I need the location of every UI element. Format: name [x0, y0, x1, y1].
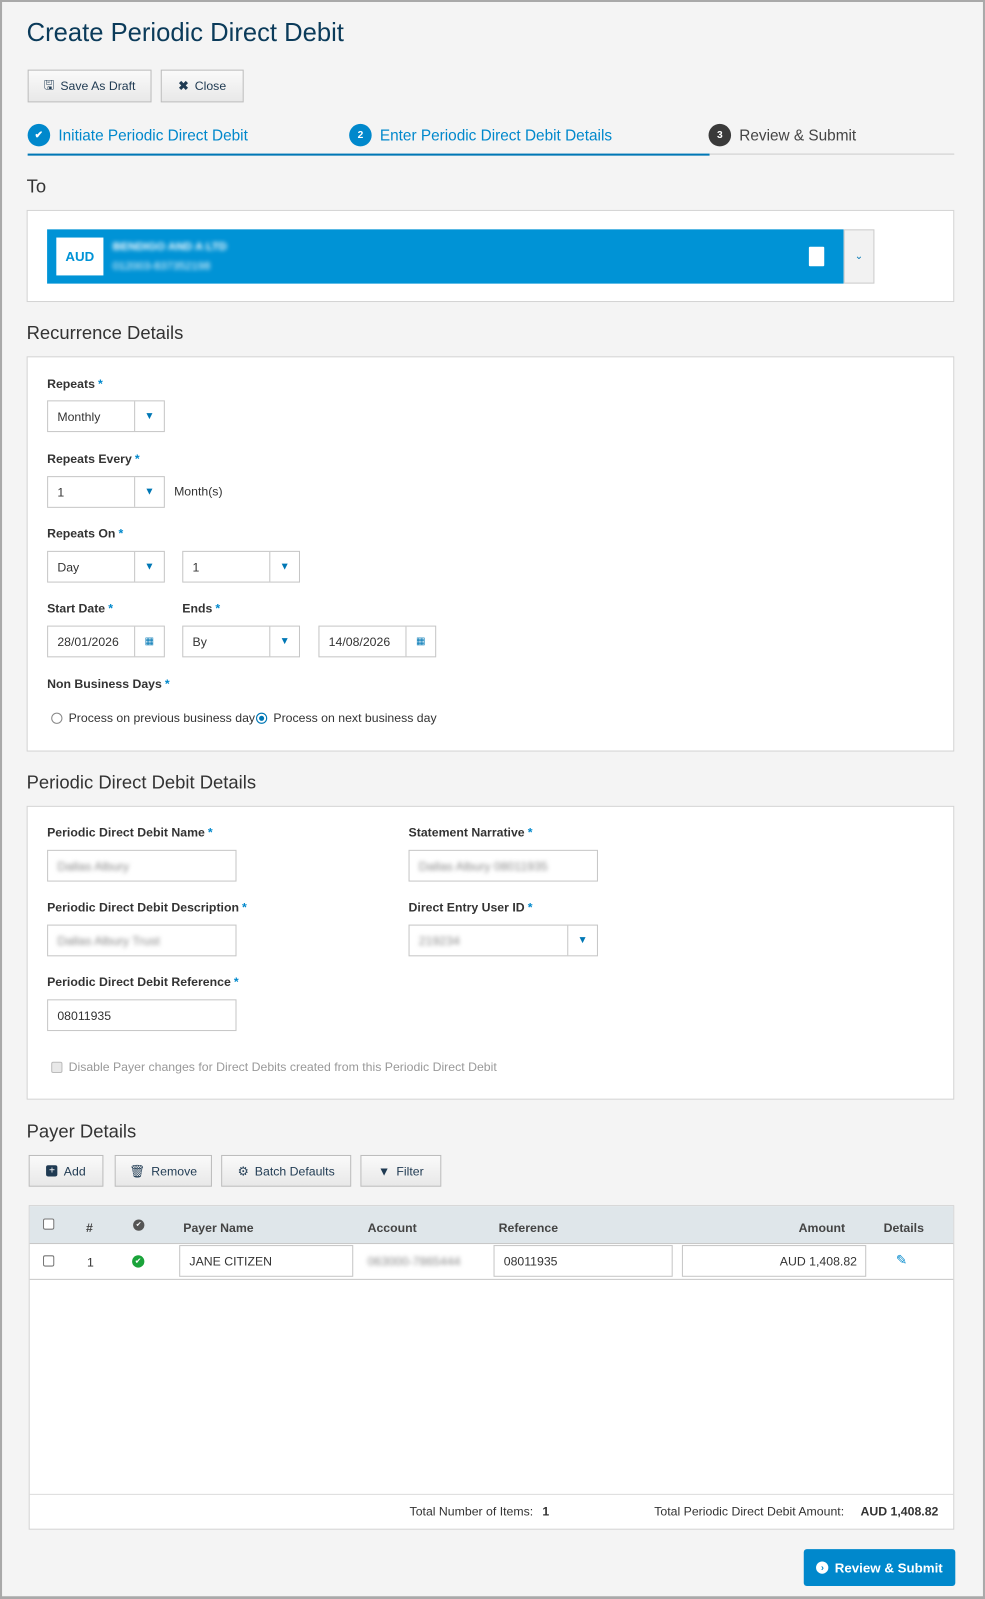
total-amount	[654, 1504, 938, 1518]
status-check-header-icon: ✔	[133, 1219, 144, 1230]
step-review-submit	[709, 124, 857, 147]
de-user-id-select[interactable]	[409, 925, 598, 957]
check-icon: ✔	[28, 124, 51, 147]
chevron-down-icon: ▼	[269, 627, 299, 657]
filter-label: Filter	[396, 1163, 424, 1178]
name-input[interactable]	[47, 850, 236, 882]
step-number: 3	[709, 124, 732, 147]
repeats-on-day-select[interactable]	[182, 551, 300, 583]
floppy-disk-icon: 🖫	[43, 77, 55, 92]
close-button[interactable]	[161, 70, 244, 103]
step-label: Enter Periodic Direct Debit Details	[379, 126, 613, 144]
total-amount-value: AUD 1,408.82	[860, 1504, 939, 1519]
recurrence-panel	[27, 356, 955, 751]
radio-previous-business-day[interactable]	[51, 711, 255, 725]
row-divider	[30, 1279, 954, 1280]
close-icon: ✖	[178, 78, 189, 94]
add-label: Add	[63, 1163, 86, 1178]
repeats-label: Repeats *	[47, 376, 103, 392]
to-account-dropdown[interactable]: ⌄	[844, 229, 875, 283]
end-date-value: 14/08/2026	[328, 634, 391, 649]
column-account[interactable]: Account	[367, 1220, 417, 1235]
to-panel	[27, 210, 955, 302]
row-checkbox[interactable]	[43, 1255, 54, 1266]
select-all-checkbox[interactable]	[43, 1218, 54, 1229]
step-progress-bar	[28, 154, 710, 156]
repeats-on-label: Repeats On *	[47, 526, 124, 541]
remove-label: Remove	[151, 1163, 198, 1178]
details-heading: Periodic Direct Debit Details	[26, 772, 257, 793]
repeats-on-day-value: 1	[192, 559, 200, 574]
row-number: 1	[87, 1255, 94, 1270]
payer-heading: Payer Details	[26, 1121, 137, 1142]
radio-label: Process on next business day	[273, 710, 437, 725]
description-value: Dallas Albury Trust	[57, 933, 160, 948]
trash-icon: 🗑	[129, 1163, 146, 1178]
end-date-input[interactable]	[318, 626, 436, 658]
checkbox-icon	[51, 1061, 62, 1072]
close-label: Close	[194, 78, 227, 94]
narrative-input[interactable]	[409, 850, 598, 882]
description-label: Periodic Direct Debit Description *	[47, 900, 247, 915]
chevron-down-icon: ▼	[567, 926, 597, 956]
page-title: Create Periodic Direct Debit	[26, 18, 344, 48]
total-items-value: 1	[542, 1504, 550, 1519]
filter-button[interactable]	[360, 1155, 441, 1187]
ends-select[interactable]	[182, 626, 300, 658]
ends-label: Ends *	[182, 601, 221, 616]
total-items-label: Total Number of Items:	[409, 1504, 534, 1519]
review-submit-button[interactable]	[804, 1549, 956, 1586]
repeats-every-label: Repeats Every *	[47, 451, 140, 466]
gear-icon: ⚙	[237, 1163, 249, 1178]
radio-selected-icon	[256, 712, 267, 723]
valid-check-icon: ✔	[132, 1255, 144, 1267]
account-name: BENDIGO AND A LTD	[112, 240, 227, 253]
narrative-label: Statement Narrative *	[408, 825, 533, 840]
start-date-value: 28/01/2026	[57, 634, 119, 649]
step-label: Initiate Periodic Direct Debit	[58, 126, 248, 144]
save-as-draft-button[interactable]	[28, 70, 152, 103]
repeats-every-value: 1	[57, 484, 65, 500]
document-icon[interactable]	[809, 247, 824, 266]
name-value: Dallas Albury	[57, 858, 130, 873]
add-payer-button[interactable]	[29, 1155, 104, 1187]
payer-account: 063000-7865444	[367, 1254, 461, 1269]
de-user-id-label: Direct Entry User ID *	[408, 900, 533, 915]
arrow-circle-right-icon: ›	[816, 1561, 828, 1573]
calendar-icon[interactable]: ▦	[134, 627, 164, 657]
filter-icon: ▼	[378, 1163, 391, 1178]
column-number: #	[86, 1220, 93, 1235]
save-as-draft-label: Save As Draft	[60, 78, 136, 94]
review-submit-label: Review & Submit	[834, 1559, 943, 1576]
repeats-on-type-value: Day	[57, 559, 80, 574]
payer-name-value: JANE CITIZEN	[189, 1253, 273, 1269]
step-enter-details[interactable]	[349, 124, 612, 147]
recurrence-heading: Recurrence Details	[26, 322, 184, 344]
radio-next-business-day[interactable]	[256, 711, 437, 725]
reference-value: 08011935	[57, 1008, 112, 1023]
plus-square-icon: +	[46, 1165, 57, 1176]
chevron-down-icon: ▼	[134, 552, 164, 582]
column-amount[interactable]: Amount	[798, 1220, 846, 1235]
column-payer-name[interactable]: Payer Name	[183, 1220, 254, 1235]
total-items	[410, 1504, 550, 1518]
currency-badge: AUD	[56, 238, 103, 276]
narrative-value: Dallas Albury 08011935	[418, 858, 548, 873]
payer-name-input[interactable]	[179, 1245, 353, 1277]
repeats-every-select[interactable]	[47, 476, 165, 508]
chevron-down-icon: ▼	[134, 401, 164, 431]
name-label: Periodic Direct Debit Name *	[47, 825, 213, 840]
de-user-id-value: 219234	[418, 933, 460, 948]
reference-input[interactable]	[47, 999, 236, 1031]
step-initiate[interactable]	[28, 124, 248, 147]
total-amount-label: Total Periodic Direct Debit Amount:	[654, 1504, 845, 1519]
to-account-card[interactable]	[47, 229, 844, 283]
repeats-value: Monthly	[57, 409, 101, 424]
ends-value: By	[192, 634, 207, 649]
non-business-days-label: Non Business Days *	[47, 676, 170, 692]
remove-payer-button[interactable]	[115, 1155, 212, 1187]
column-reference[interactable]: Reference	[498, 1220, 559, 1235]
step-progress-track	[710, 154, 955, 155]
to-heading: To	[26, 176, 47, 197]
reference-label: Periodic Direct Debit Reference *	[47, 974, 239, 990]
chevron-down-icon: ▼	[134, 477, 164, 507]
edit-details-icon[interactable]: ✎	[895, 1252, 908, 1268]
payer-amount-value: AUD 1,408.82	[779, 1253, 858, 1269]
column-details: Details	[883, 1220, 924, 1235]
radio-label: Process on previous business day	[68, 710, 256, 725]
checkbox-label: Disable Payer changes for Direct Debits created from this Periodic Direct Debit	[68, 1059, 497, 1075]
start-date-input[interactable]	[47, 626, 165, 658]
repeats-select[interactable]	[47, 400, 165, 432]
footer-divider	[30, 1494, 954, 1495]
disable-payer-changes-checkbox[interactable]	[51, 1060, 497, 1074]
radio-icon	[51, 712, 62, 723]
payer-amount-input[interactable]	[682, 1245, 866, 1277]
payer-reference-value: 08011935	[503, 1253, 558, 1269]
step-number: 2	[349, 124, 372, 147]
calendar-icon[interactable]: ▦	[405, 627, 435, 657]
description-input[interactable]	[47, 925, 236, 957]
batch-defaults-label: Batch Defaults	[254, 1163, 335, 1178]
payer-reference-input[interactable]	[494, 1245, 673, 1277]
repeats-every-unit: Month(s)	[174, 484, 223, 499]
batch-defaults-button[interactable]	[221, 1155, 351, 1187]
chevron-down-icon: ▼	[269, 552, 299, 582]
account-number: 012003-837352198	[112, 260, 211, 273]
repeats-on-type-select[interactable]	[47, 551, 165, 583]
step-label: Review & Submit	[739, 126, 857, 144]
start-date-label: Start Date *	[47, 601, 113, 616]
